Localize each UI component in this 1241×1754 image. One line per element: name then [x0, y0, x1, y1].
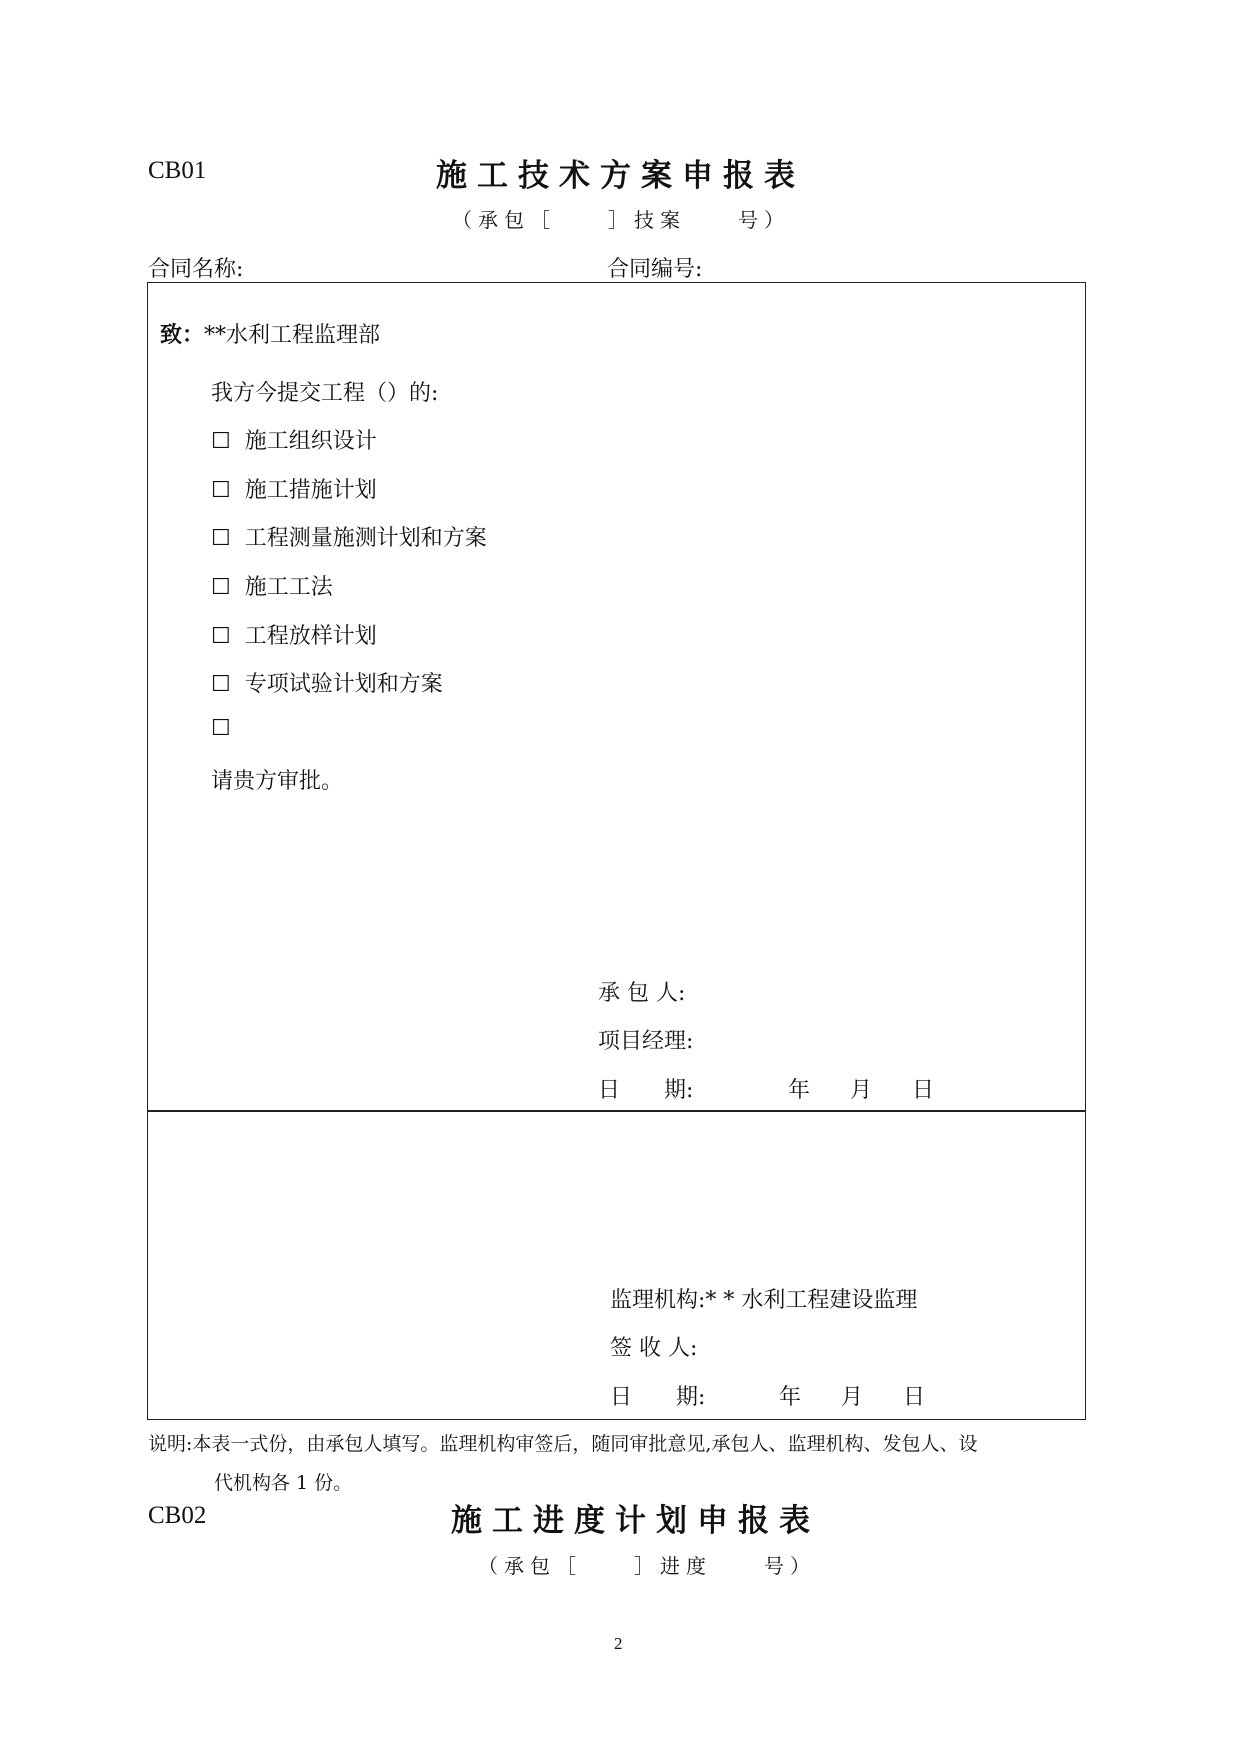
option-item	[211, 521, 487, 552]
option-item	[211, 570, 333, 601]
date-day: 日	[912, 1078, 935, 1103]
option-item	[211, 619, 377, 650]
intro-text: 我方今提交工程（）的:	[211, 381, 439, 406]
checkbox-icon[interactable]: ☐	[211, 672, 231, 697]
checkbox-icon[interactable]: ☐	[211, 478, 231, 503]
option-label: 施工措施计划	[244, 478, 377, 503]
project-manager-label: 项目经理:	[598, 1029, 694, 1054]
option-label: 工程放样计划	[244, 624, 377, 649]
request-text: 请贵方审批。	[211, 769, 344, 794]
checkbox-icon[interactable]: ☐	[211, 429, 231, 454]
page-number: 2	[614, 1634, 623, 1653]
addressee-line	[160, 318, 380, 349]
supervisor-label: 监理机构:	[610, 1288, 706, 1313]
note-line-1: 说明:本表一式份，由承包人填写。监理机构审签后，随同审批意见,承包人、监理机构、发包人、设	[148, 1433, 978, 1455]
addressee-prefix: 致：	[160, 322, 205, 348]
option-label: 专项试验计划和方案	[244, 672, 443, 697]
option-item	[211, 473, 377, 504]
option-label: 施工组织设计	[244, 429, 377, 454]
form2-code: CB02	[148, 1502, 207, 1529]
note-line-2: 代机构各 1 份。	[214, 1472, 353, 1494]
date-year: 年	[788, 1078, 811, 1103]
option-item	[211, 424, 377, 455]
form2-subtitle: （承包［ ］进度 号）	[478, 1554, 816, 1578]
option-label: 工程测量施测计划和方案	[244, 526, 487, 551]
form-title: 施工技术方案申报表	[436, 158, 805, 194]
date2-month: 月	[841, 1385, 864, 1410]
form2-title: 施工进度计划申报表	[451, 1503, 820, 1539]
date-label: 日 期:	[598, 1078, 694, 1103]
checkbox-icon[interactable]: ☐	[211, 575, 231, 600]
checkbox-icon[interactable]: ☐	[211, 624, 231, 649]
option-item	[211, 667, 443, 698]
checkbox-icon[interactable]: ☐	[211, 716, 231, 741]
date2-label: 日 期:	[610, 1385, 706, 1410]
contract-name-label: 合同名称:	[148, 257, 244, 282]
receiver-label: 签 收 人:	[610, 1336, 698, 1361]
form-code: CB01	[148, 157, 207, 184]
supervisor-value: * * 水利工程建设监理	[705, 1288, 918, 1313]
date2-year: 年	[779, 1385, 802, 1410]
date2-day: 日	[903, 1385, 926, 1410]
contract-no-label: 合同编号:	[607, 257, 703, 282]
date-month: 月	[850, 1078, 873, 1103]
option-label: 施工工法	[244, 575, 333, 600]
addressee-value: **水利工程监理部	[204, 323, 381, 348]
contractor-label: 承 包 人:	[598, 981, 686, 1006]
checkbox-icon[interactable]: ☐	[211, 526, 231, 551]
form-subtitle: （承包［ ］技案 号）	[452, 208, 790, 232]
option-item	[211, 716, 245, 741]
supervisor-box	[147, 1110, 1086, 1420]
supervisor-line	[610, 1283, 917, 1314]
